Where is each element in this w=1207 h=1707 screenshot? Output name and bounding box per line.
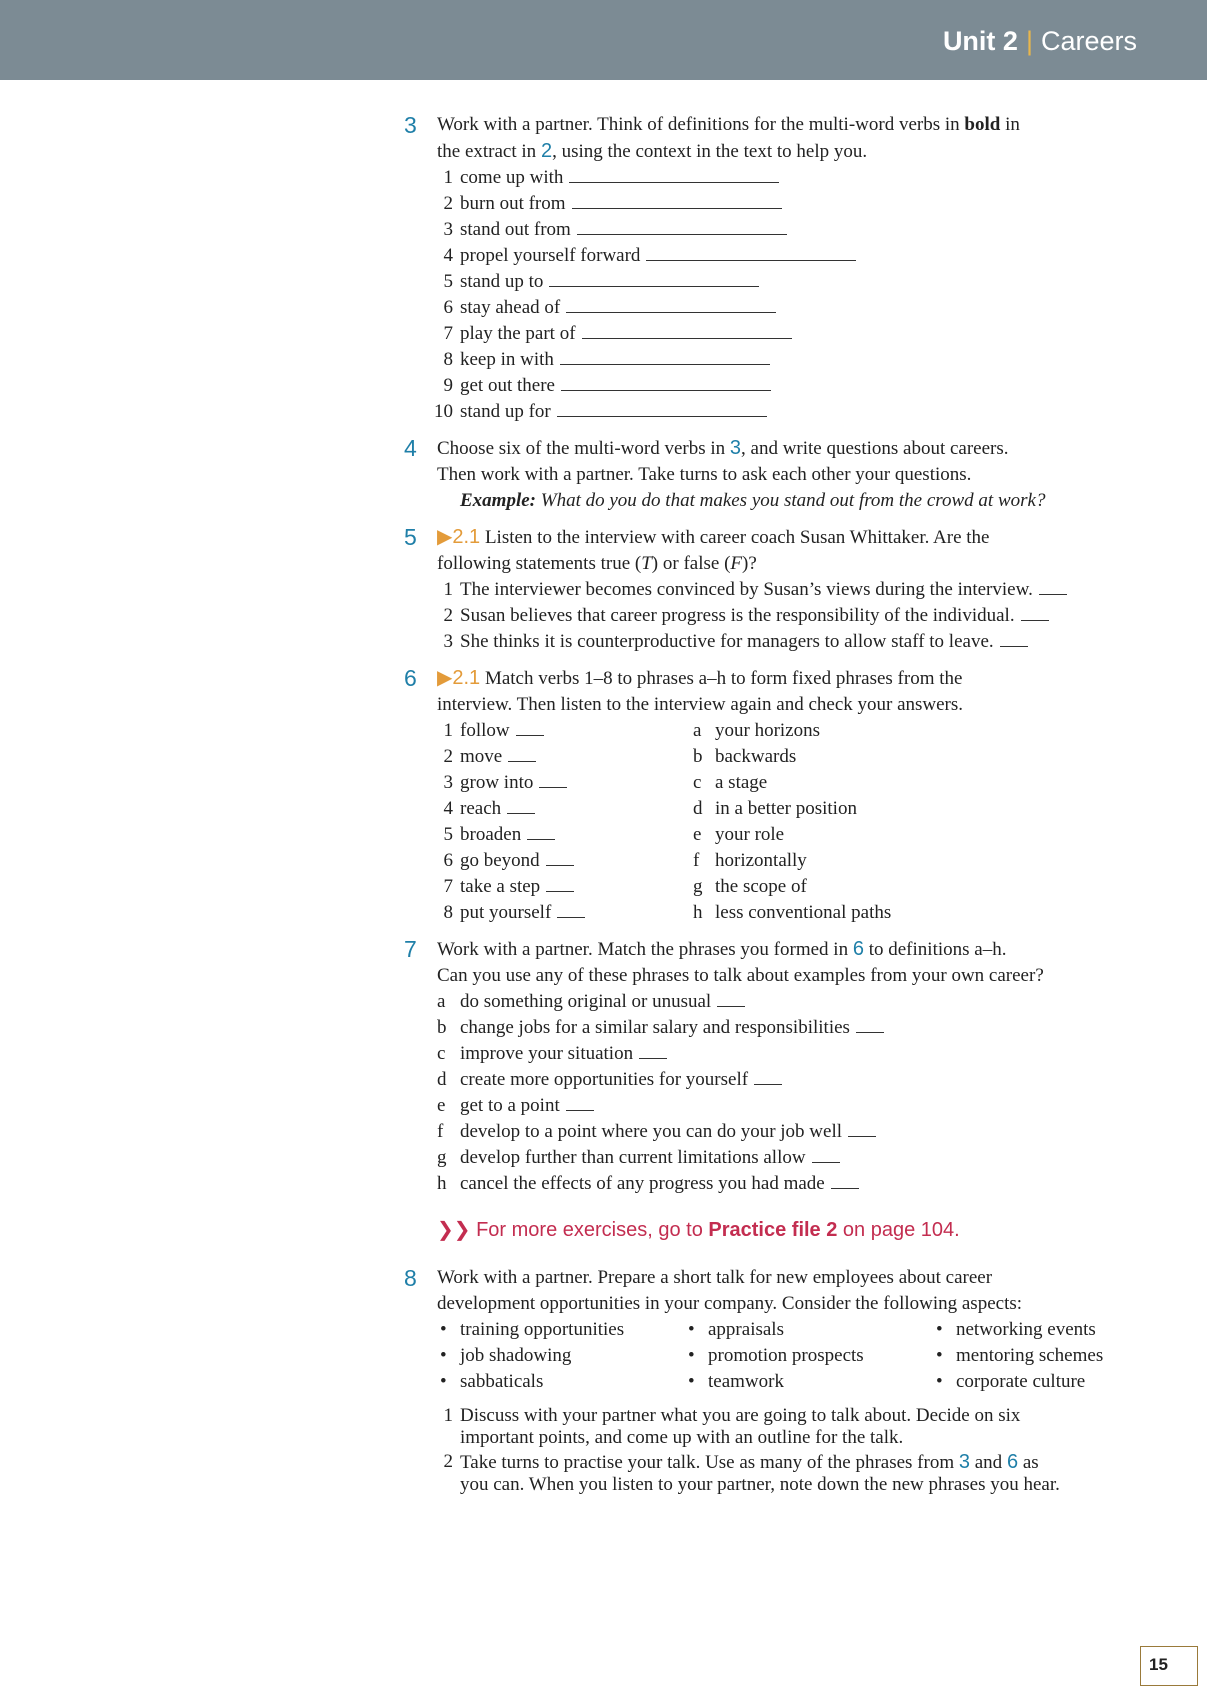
instruction: ▶2.1 Listen to the interview with career coach Susan Whittaker. Are the bbox=[437, 526, 990, 548]
answer-blank[interactable] bbox=[507, 797, 535, 814]
exercise-number: 4 bbox=[404, 435, 417, 461]
list-item: 5 stand up to bbox=[437, 269, 1164, 295]
list-item: h cancel the effects of any progress you had made bbox=[437, 1171, 1164, 1197]
instruction: Work with a partner. Think of definitions for the multi-word verbs in bold in bbox=[437, 114, 1020, 135]
unit-label: Unit 2 bbox=[942, 26, 1018, 56]
answer-blank[interactable] bbox=[566, 1094, 594, 1111]
list-item: c improve your situation bbox=[437, 1041, 1164, 1067]
instruction: Work with a partner. Match the phrases you formed in 6 to definitions a–h. bbox=[437, 938, 1007, 960]
exercise-8 bbox=[404, 1265, 1164, 1317]
title-separator: | bbox=[1025, 26, 1033, 56]
matching-row: 8 put yourself h less conventional paths bbox=[443, 902, 892, 923]
list-item: d create more opportunities for yourself bbox=[437, 1067, 1164, 1093]
instruction: development opportunities in your company. Consider the following aspects: bbox=[437, 1293, 1023, 1314]
example-sentence: Example: What do you do that makes you stand out from the crowd at work? bbox=[460, 490, 1046, 511]
answer-blank[interactable] bbox=[516, 719, 544, 736]
matching-row: 1 follow a your horizons bbox=[443, 720, 821, 741]
answer-line[interactable] bbox=[572, 192, 782, 209]
exercise-number: 3 bbox=[404, 112, 417, 138]
list-item: 6 stay ahead of bbox=[437, 295, 1164, 321]
instruction: Work with a partner. Prepare a short talk for new employees about career bbox=[437, 1267, 993, 1288]
instruction: ▶2.1 Match verbs 1–8 to phrases a–h to form fixed phrases from the bbox=[437, 667, 963, 689]
list-item: 8 keep in with bbox=[437, 347, 1164, 373]
instruction: following statements true (T) or false (F)? bbox=[437, 553, 757, 574]
item-list bbox=[434, 165, 1164, 425]
list-item: 4 propel yourself forward bbox=[437, 243, 1164, 269]
list-item: 3 stand out from bbox=[437, 217, 1164, 243]
exercise-5 bbox=[404, 524, 1164, 655]
answer-blank[interactable] bbox=[557, 901, 585, 918]
answer-blank[interactable] bbox=[546, 875, 574, 892]
answer-blank[interactable] bbox=[831, 1172, 859, 1189]
bullet-item: • sabbaticals bbox=[437, 1369, 685, 1395]
exercise-6 bbox=[404, 665, 1164, 926]
bullet-item: • corporate culture bbox=[933, 1369, 1133, 1395]
answer-blank[interactable] bbox=[754, 1068, 782, 1085]
instruction: Can you use any of these phrases to talk about examples from your own career? bbox=[437, 965, 1044, 986]
double-chevron-icon: ❯❯ bbox=[437, 1219, 471, 1241]
answer-blank[interactable] bbox=[1000, 630, 1028, 647]
exercise-number: 8 bbox=[404, 1265, 417, 1291]
audio-track-icon[interactable]: ▶2.1 bbox=[437, 667, 481, 689]
matching-row: 7 take a step g the scope of bbox=[443, 876, 807, 897]
instruction: the extract in 2, using the context in the text to help you. bbox=[437, 140, 868, 162]
answer-blank[interactable] bbox=[848, 1120, 876, 1137]
page-content bbox=[404, 112, 1164, 1496]
list-item: 1 The interviewer becomes convinced by Susan’s views during the interview. bbox=[437, 577, 1164, 603]
unit-title bbox=[943, 26, 1137, 57]
bullet-item: • networking events bbox=[933, 1317, 1133, 1343]
bullet-item: • appraisals bbox=[685, 1317, 933, 1343]
list-item: 9 get out there bbox=[437, 373, 1164, 399]
instruction: Then work with a partner. Take turns to ask each other your questions. bbox=[437, 464, 972, 485]
unit-name: Careers bbox=[1040, 26, 1137, 56]
matching-row: 6 go beyond f horizontally bbox=[443, 850, 807, 871]
aspects-list bbox=[404, 1317, 1164, 1395]
answer-line[interactable] bbox=[566, 296, 776, 313]
answer-blank[interactable] bbox=[539, 771, 567, 788]
exercise-4 bbox=[404, 435, 1164, 514]
matching-row: 3 grow into c a stage bbox=[443, 772, 768, 793]
answer-blank[interactable] bbox=[508, 745, 536, 762]
exercise-3 bbox=[404, 112, 1164, 425]
bullet-item: • job shadowing bbox=[437, 1343, 685, 1369]
answer-line[interactable] bbox=[646, 244, 856, 261]
list-item: g develop further than current limitations allow bbox=[437, 1145, 1164, 1171]
list-item: 10 stand up for bbox=[437, 399, 1164, 425]
list-item: 7 play the part of bbox=[437, 321, 1164, 347]
list-item: e get to a point bbox=[437, 1093, 1164, 1119]
exercise-7 bbox=[404, 936, 1164, 1197]
step-item-continued: you can. When you listen to your partner, note down the new phrases you hear. bbox=[460, 1474, 1060, 1495]
answer-line[interactable] bbox=[569, 166, 779, 183]
answer-line[interactable] bbox=[549, 270, 759, 287]
answer-blank[interactable] bbox=[856, 1016, 884, 1033]
step-item: 2 Take turns to practise your talk. Use as many of the phrases from 3 and 6 as bbox=[443, 1451, 1039, 1473]
answer-blank[interactable] bbox=[527, 823, 555, 840]
page-header bbox=[0, 0, 1207, 80]
bullet-item: • promotion prospects bbox=[685, 1343, 933, 1369]
list-item: 3 She thinks it is counterproductive for managers to allow staff to leave. bbox=[437, 629, 1164, 655]
answer-line[interactable] bbox=[577, 218, 787, 235]
bullet-item: • teamwork bbox=[685, 1369, 933, 1395]
answer-line[interactable] bbox=[560, 348, 770, 365]
answer-blank[interactable] bbox=[1039, 578, 1067, 595]
practice-file-link[interactable]: ❯❯ For more exercises, go to Practice file 2 on page 104. bbox=[437, 1219, 960, 1241]
list-item: 2 burn out from bbox=[437, 191, 1164, 217]
answer-blank[interactable] bbox=[1021, 604, 1049, 621]
instruction: Choose six of the multi-word verbs in 3, and write questions about careers. bbox=[437, 437, 1009, 459]
list-item: 2 Susan believes that career progress is the responsibility of the individual. bbox=[437, 603, 1164, 629]
answer-line[interactable] bbox=[561, 374, 771, 391]
answer-line[interactable] bbox=[557, 400, 767, 417]
answer-blank[interactable] bbox=[812, 1146, 840, 1163]
exercise-number: 7 bbox=[404, 936, 417, 962]
audio-track-icon[interactable]: ▶2.1 bbox=[437, 526, 481, 548]
exercise-number: 6 bbox=[404, 665, 417, 691]
instruction: interview. Then listen to the interview again and check your answers. bbox=[437, 694, 964, 715]
list-item: f develop to a point where you can do your job well bbox=[437, 1119, 1164, 1145]
bullet-item: • training opportunities bbox=[437, 1317, 685, 1343]
answer-blank[interactable] bbox=[546, 849, 574, 866]
answer-line[interactable] bbox=[582, 322, 792, 339]
step-item-continued: important points, and come up with an outline for the talk. bbox=[460, 1427, 904, 1448]
answer-blank[interactable] bbox=[639, 1042, 667, 1059]
task-steps bbox=[404, 1403, 1164, 1496]
answer-blank[interactable] bbox=[717, 990, 745, 1007]
matching-row: 4 reach d in a better position bbox=[443, 798, 857, 819]
list-item: 1 come up with bbox=[437, 165, 1164, 191]
matching-table bbox=[437, 718, 1164, 926]
bullet-item: • mentoring schemes bbox=[933, 1343, 1133, 1369]
list-item: b change jobs for a similar salary and responsibilities bbox=[437, 1015, 1164, 1041]
matching-row: 2 move b backwards bbox=[443, 746, 797, 767]
matching-row: 5 broaden e your role bbox=[443, 824, 785, 845]
exercise-number: 5 bbox=[404, 524, 417, 550]
page-number: 15 bbox=[1140, 1646, 1198, 1686]
step-item: 1 Discuss with your partner what you are going to talk about. Decide on six bbox=[443, 1405, 1021, 1426]
list-item: a do something original or unusual bbox=[437, 989, 1164, 1015]
